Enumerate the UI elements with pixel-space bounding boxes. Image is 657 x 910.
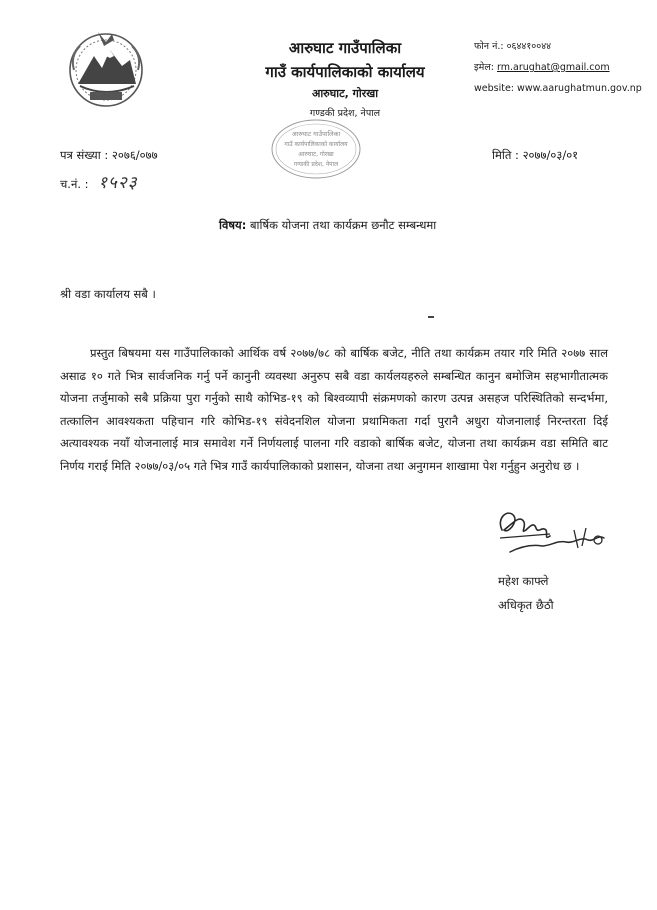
phone-value: ०६४४१००४४ <box>506 41 552 52</box>
signer-title: अधिकृत छैठौ <box>498 598 554 612</box>
date-value: २०७७/०३/०१ <box>522 148 579 162</box>
stamp-line: गाउँ कार्यपालिकाको कार्यालय <box>284 141 348 148</box>
phone-line <box>474 36 642 57</box>
handwritten-signature <box>490 500 610 572</box>
email-link[interactable]: rm.arughat@gmail.com <box>497 62 610 73</box>
subject-line <box>219 218 436 233</box>
letter-number-value: २०७६/०७७ <box>111 148 158 162</box>
dispatch-value: १५२३ <box>98 173 138 193</box>
letter-number-label: पत्र संख्या : <box>60 148 109 162</box>
website-line <box>474 78 642 99</box>
subject-label: विषय: <box>219 218 247 232</box>
website-label: website: <box>474 83 515 94</box>
website-link[interactable]: www.aarughatmun.gov.np <box>517 83 642 94</box>
phone-label: फोन नं.: <box>474 41 504 52</box>
email-label: इमेल: <box>474 62 494 73</box>
office-stamp <box>270 118 362 180</box>
email-line <box>474 57 642 78</box>
dispatch-number <box>60 170 138 193</box>
nepal-emblem-icon <box>64 26 148 110</box>
date-label: मिति : <box>492 148 519 162</box>
dispatch-label: च.नं. : <box>60 177 89 191</box>
executive-office-name: गाउँ कार्यपालिकाको कार्यालय <box>265 63 425 81</box>
office-address: आरुघाट, गोरखा <box>311 87 379 100</box>
contact-block <box>474 36 642 99</box>
stamp-line: गण्डकी प्रदेश, नेपाल <box>293 161 339 168</box>
municipality-name: आरुघाट गाउँपालिका <box>288 39 402 57</box>
letter-number <box>60 148 158 163</box>
office-province: गण्डकी प्रदेश, नेपाल <box>309 108 381 119</box>
signer-name: महेश काफ्ले <box>498 574 549 588</box>
letter-date <box>492 148 578 163</box>
stray-mark <box>428 316 434 318</box>
office-heading <box>240 36 450 84</box>
subject-text: बार्षिक योजना तथा कार्यक्रम छनौट सम्बन्धमा <box>249 218 437 232</box>
stamp-line: आरुघाट, गोरखा <box>298 151 334 158</box>
stamp-line: आरुघाट गाउँपालिका <box>291 130 341 138</box>
salutation: श्री वडा कार्यालय सबै । <box>60 287 156 301</box>
letter-body: प्रस्तुत बिषयमा यस गाउँपालिकाको आर्थिक वर्ष २०७७/७८ को बार्षिक बजेट, नीति तथा कार्यक्रम तयार गरि मिति २०७७ साल असाढ १० गते भित्र सार्वजनिक गर्नु पर्ने कानुनी व्यवस्था अनुरुप सबै वडा कार्यलयहरुले सम्बन्धित कानुन बमोजिम सहभागीतात्मक योजना तर्जुमाको सबै प्रक्रिया पुरा गर्नुको साथै कोभिड-१९ को बिश्वव्यापी संक्रमणको कारण उत्पन्न असहज परिस्थितिको सन्दर्भमा, तत्कालिन आवश्यकता पहिचान गरि कोभिड-१९ संवेदनशिल योजना प्रथामिकता गर्दा पुरानै अधुरा योजनालाई निरन्तरता दिई अत्यावश्यक नयाँ योजनालाई मात्र समावेश गर्ने निर्णयलाई पालना गरि वडाको बार्षिक बजेट, योजना तथा कार्यक्रम वडा समिति बाट निर्णय गराई मिति २०७७/०३/०५ गते भित्र गाउँ कार्यपालिकाको प्रशासन, योजना तथा अनुगमन शाखामा पेश गर्नुहुन अनुरोध छ । <box>60 346 608 473</box>
